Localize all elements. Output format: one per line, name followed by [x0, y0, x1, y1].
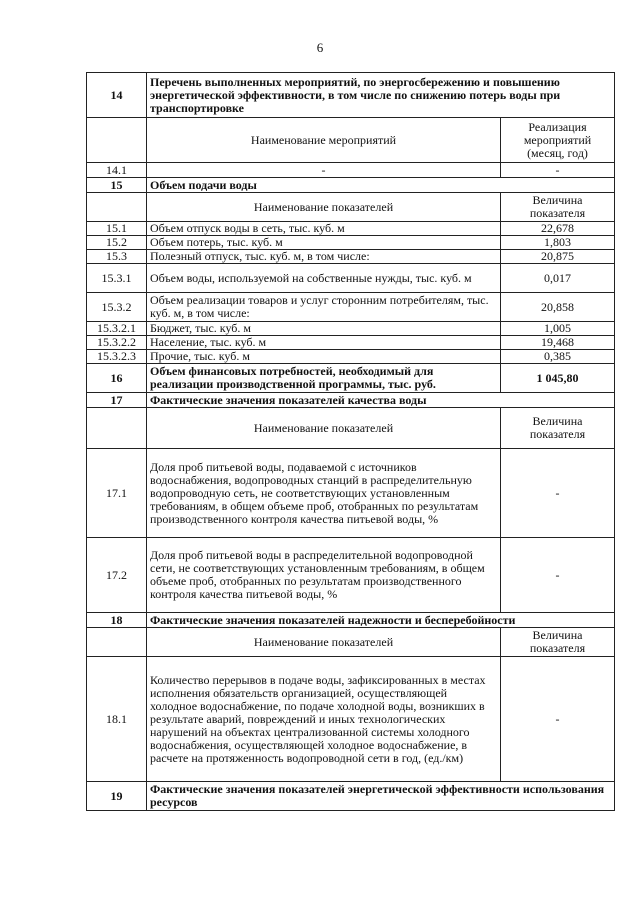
section-number: 15 — [87, 178, 147, 193]
column-header-name: Наименование показателей — [147, 408, 501, 449]
column-header-row — [87, 193, 615, 222]
table-row — [87, 322, 615, 336]
row-number: 15.3.2.1 — [87, 322, 147, 336]
table-row — [87, 657, 615, 782]
section-title: Фактические значения показателей энергетической эффективности использования ресурсов — [147, 782, 615, 811]
table-row — [87, 350, 615, 364]
section-title: Фактические значения показателей надежности и бесперебойности — [147, 613, 615, 628]
row-name: Прочие, тыс. куб. м — [147, 350, 501, 364]
row-name: Объем воды, используемой на собственные нужды, тыс. куб. м — [147, 264, 501, 293]
row-name: Доля проб питьевой воды в распределительной водопроводной сети, не соответствующих установленным требованиям, в общем объеме проб, отобранных по результатам производственного контроля качества питьевой воды, % — [147, 538, 501, 613]
table-row — [87, 538, 615, 613]
section-title: Объем финансовых потребностей, необходимый для реализации производственной программы, тыс. руб. — [147, 364, 501, 393]
table-row — [87, 222, 615, 236]
column-header-row — [87, 628, 615, 657]
column-header-value: Реализация мероприятий (месяц, год) — [501, 118, 615, 163]
section-number: 16 — [87, 364, 147, 393]
row-value: - — [501, 657, 615, 782]
row-number: 15.1 — [87, 222, 147, 236]
row-name: Население, тыс. куб. м — [147, 336, 501, 350]
row-number: 17.1 — [87, 449, 147, 538]
section-number: 14 — [87, 73, 147, 118]
section-title: Фактические значения показателей качества воды — [147, 393, 615, 408]
row-name: - — [147, 163, 501, 178]
row-name: Количество перерывов в подаче воды, зафиксированных в местах исполнения обязательств организацией, осуществляющей холодное водоснабжение, по подаче холодной воды, возникших в результате аварий, повреждений и иных технологических нарушений на объектах централизованной системы холодного водоснабжения, осуществляющей холодное водоснабжение, в расчете на протяженность водопроводной сети в год, (ед./км) — [147, 657, 501, 782]
row-number: 18.1 — [87, 657, 147, 782]
column-header-name: Наименование показателей — [147, 628, 501, 657]
row-value: 22,678 — [501, 222, 615, 236]
row-value: - — [501, 449, 615, 538]
section-17-header — [87, 393, 615, 408]
section-19-header — [87, 782, 615, 811]
table-row — [87, 264, 615, 293]
row-name: Объем реализации товаров и услуг сторонним потребителям, тыс. куб. м, в том числе: — [147, 293, 501, 322]
section-number: 18 — [87, 613, 147, 628]
table-row — [87, 163, 615, 178]
row-number: 14.1 — [87, 163, 147, 178]
row-value: 20,875 — [501, 250, 615, 264]
section-16-row — [87, 364, 615, 393]
row-name: Доля проб питьевой воды, подаваемой с источников водоснабжения, водопроводных станций в распределительную водопроводную сеть, не соответствующих установленным требованиям, в общем объеме проб, отобранных по результатам производственного контроля качества питьевой воды, % — [147, 449, 501, 538]
row-number: 15.3.1 — [87, 264, 147, 293]
section-title: Объем подачи воды — [147, 178, 615, 193]
column-header-name: Наименование показателей — [147, 193, 501, 222]
column-header-row — [87, 408, 615, 449]
row-value: 0,385 — [501, 350, 615, 364]
column-header-value: Величина показателя — [501, 628, 615, 657]
row-value: 0,017 — [501, 264, 615, 293]
table-row — [87, 449, 615, 538]
row-value: 1,005 — [501, 322, 615, 336]
table-row — [87, 336, 615, 350]
row-number: 15.2 — [87, 236, 147, 250]
row-number: 15.3 — [87, 250, 147, 264]
section-14-header — [87, 73, 615, 118]
row-number: 17.2 — [87, 538, 147, 613]
row-number: 15.3.2.2 — [87, 336, 147, 350]
row-value: 19,468 — [501, 336, 615, 350]
row-value: 1,803 — [501, 236, 615, 250]
row-value: - — [501, 538, 615, 613]
financial-needs-value: 1 045,80 — [501, 364, 615, 393]
row-name: Бюджет, тыс. куб. м — [147, 322, 501, 336]
column-header-value: Величина показателя — [501, 193, 615, 222]
table-row — [87, 293, 615, 322]
page-number: 6 — [316, 40, 324, 55]
section-number: 17 — [87, 393, 147, 408]
row-value: - — [501, 163, 615, 178]
row-value: 20,858 — [501, 293, 615, 322]
row-number: 15.3.2 — [87, 293, 147, 322]
section-15-header — [87, 178, 615, 193]
row-name: Объем потерь, тыс. куб. м — [147, 236, 501, 250]
table-row — [87, 236, 615, 250]
row-name: Объем отпуск воды в сеть, тыс. куб. м — [147, 222, 501, 236]
row-name: Полезный отпуск, тыс. куб. м, в том числе: — [147, 250, 501, 264]
row-number: 15.3.2.3 — [87, 350, 147, 364]
section-title: Перечень выполненных мероприятий, по энергосбережению и повышению энергетической эффективности, в том числе по снижению потерь воды при транспортировке — [147, 73, 615, 118]
table-row — [87, 250, 615, 264]
indicators-table — [86, 72, 615, 811]
section-number: 19 — [87, 782, 147, 811]
column-header-value: Величина показателя — [501, 408, 615, 449]
section-18-header — [87, 613, 615, 628]
column-header-row — [87, 118, 615, 163]
column-header-name: Наименование мероприятий — [147, 118, 501, 163]
